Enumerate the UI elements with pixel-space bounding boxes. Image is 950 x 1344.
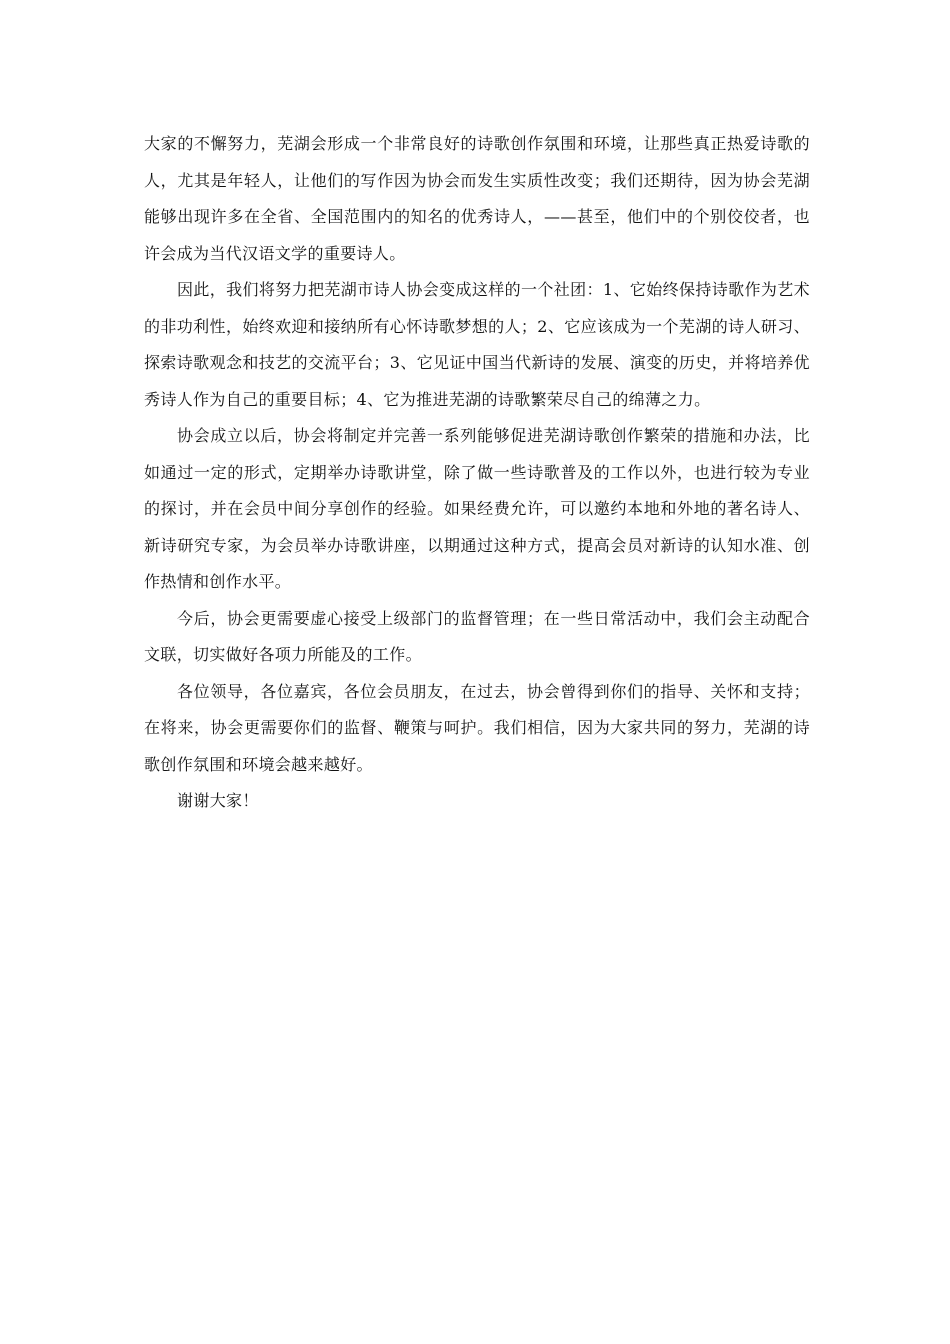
paragraph-association-goals: 因此，我们将努力把芜湖市诗人协会变成这样的一个社团：1、它始终保持诗歌作为艺术的非功利性，始终欢迎和接纳所有心怀诗歌梦想的人；2、它应该成为一个芜湖的诗人研习、探索诗歌观念和技艺的交流平台；3、它见证中国当代新诗的发展、演变的历史，并将培养优秀诗人作为自己的重要目标；4、它为推进芜湖的诗歌繁荣尽自己的绵薄之力。 bbox=[144, 280, 810, 409]
paragraph-address-guests: 各位领导，各位嘉宾，各位会员朋友，在过去，协会曾得到你们的指导、关怀和支持；在将来，协会更需要你们的监督、鞭策与呵护。我们相信，因为大家共同的努力，芜湖的诗歌创作氛围和环境会越来越好。 bbox=[144, 681, 810, 774]
paragraph-thanks: 谢谢大家！ bbox=[177, 791, 259, 810]
paragraph-association-measures: 协会成立以后，协会将制定并完善一系列能够促进芜湖诗歌创作繁荣的措施和办法，比如通过一定的形式，定期举办诗歌讲堂，除了做一些诗歌普及的工作以外，也进行较为专业的探讨，并在会员中间分享创作的经验。如果经费允许，可以邀约本地和外地的著名诗人、新诗研究专家，为会员举办诗歌讲座，以期通过这种方式，提高会员对新诗的认知水准、创作热情和创作水平。 bbox=[144, 426, 810, 591]
paragraph-continuation: 大家的不懈努力，芜湖会形成一个非常良好的诗歌创作氛围和环境，让那些真正热爱诗歌的人，尤其是年轻人，让他们的写作因为协会而发生实质性改变；我们还期待，因为协会芜湖能够出现许多在全省、全国范围内的知名的优秀诗人，——甚至，他们中的个别佼佼者，也许会成为当代汉语文学的重要诗人。 bbox=[144, 134, 810, 263]
paragraph-supervision: 今后，协会更需要虚心接受上级部门的监督管理；在一些日常活动中，我们会主动配合文联，切实做好各项力所能及的工作。 bbox=[144, 608, 810, 664]
document-body bbox=[144, 126, 810, 820]
